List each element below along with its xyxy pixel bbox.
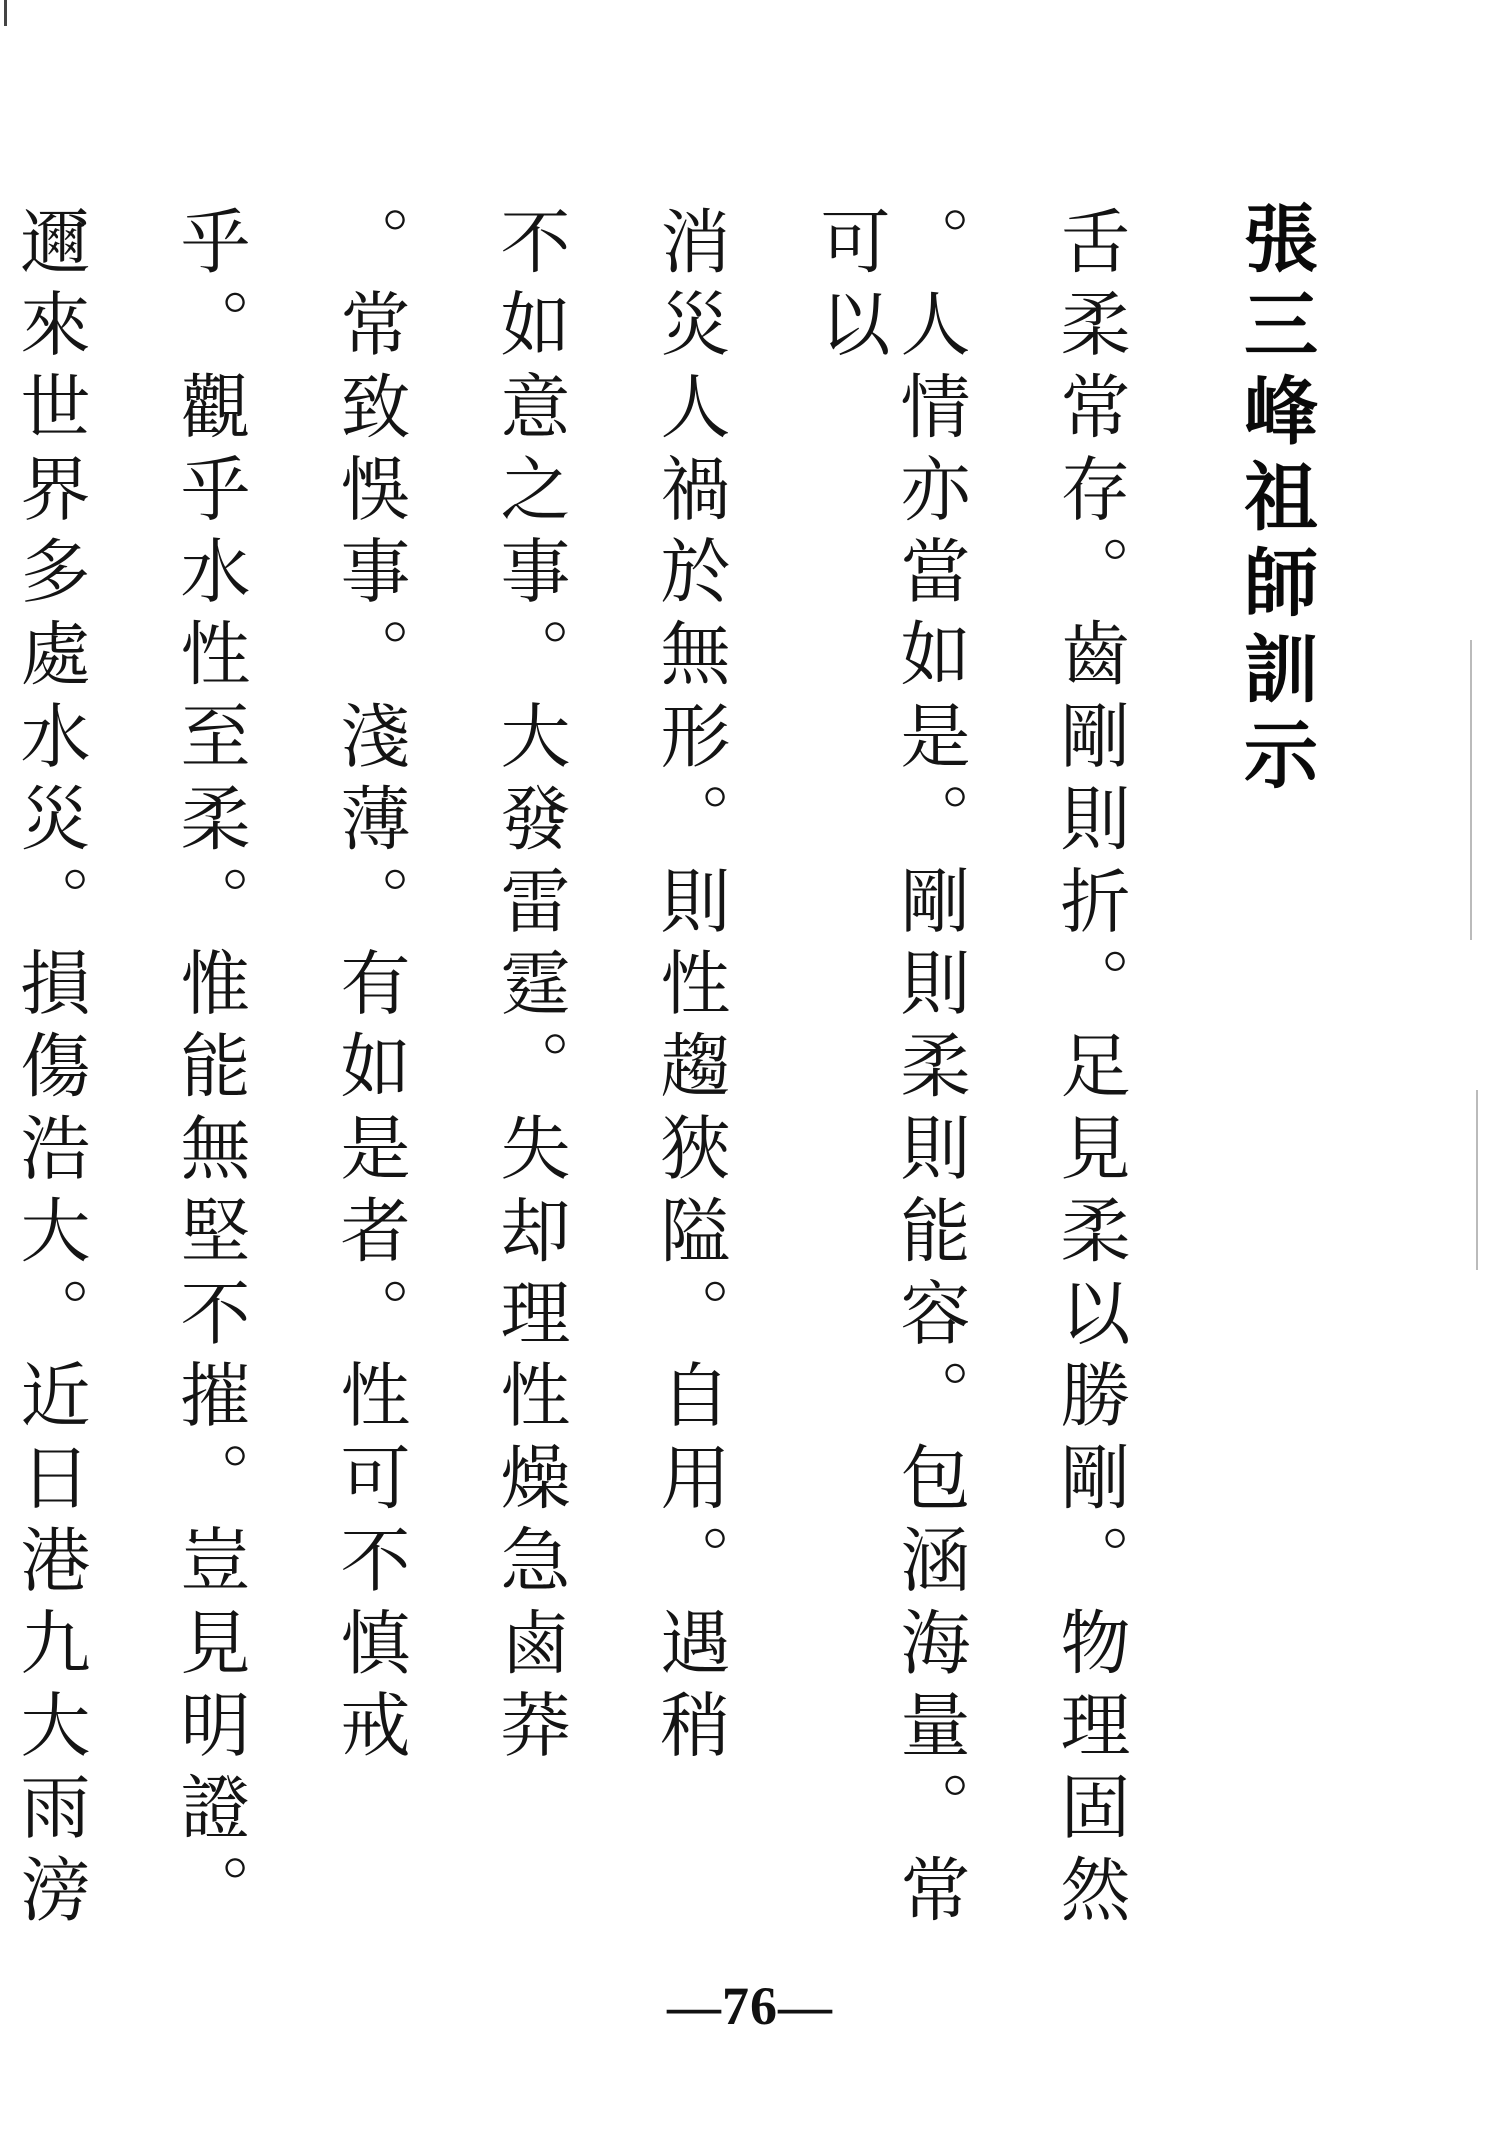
document-title: 張三峰祖師訓示 (1232, 200, 1318, 802)
text-column: 。常致悞事。淺薄。有如是者。性可不慎戒 (329, 205, 411, 1771)
text-column: 舌柔常存。齒剛則折。足見柔以勝剛。物理固然 (1049, 205, 1131, 1936)
text-column: 不如意之事。大發雷霆。失却理性燥急鹵莽 (489, 205, 571, 1771)
scan-edge-mark (4, 0, 7, 26)
page-number: —76— (667, 1976, 833, 2036)
text-column: 邇來世界多處水災。損傷浩大。近日港九大雨滂 (9, 205, 91, 1936)
text-column: 乎。觀乎水性至柔。惟能無堅不摧。豈見明證。 (169, 205, 251, 1936)
scan-speck (1476, 1090, 1478, 1270)
scan-speck (1470, 640, 1472, 940)
text-column: 。人情亦當如是。剛則柔則能容。包涵海量。常可以 (809, 205, 971, 1936)
text-column: 消災人禍於無形。則性趨狹隘。自用。遇稍 (649, 205, 731, 1771)
body-text (9, 205, 1210, 1985)
